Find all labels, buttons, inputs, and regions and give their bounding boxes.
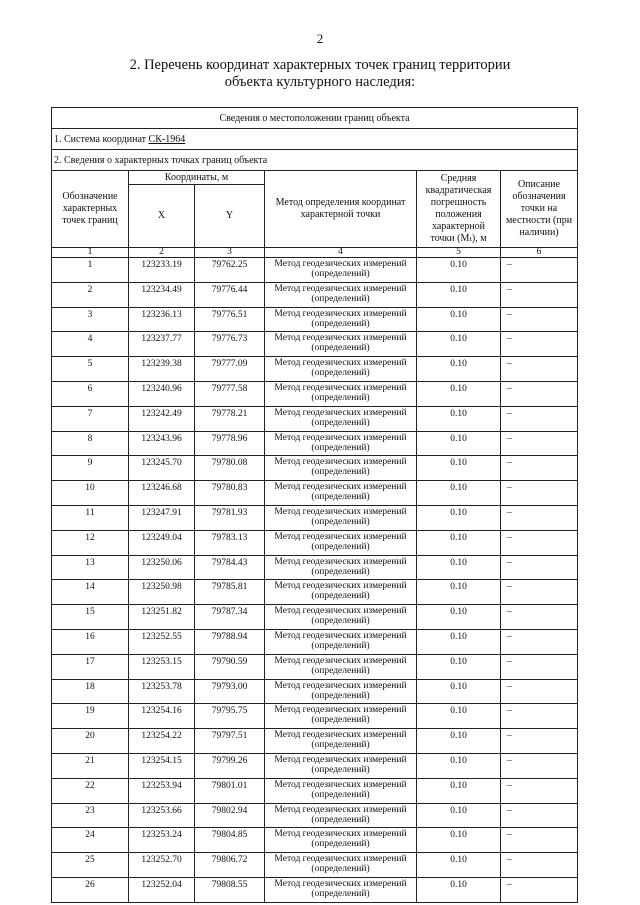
coordinate-x: 123246.68 (129, 481, 195, 506)
table-row (52, 877, 578, 902)
method-cell: Метод геодезических измерений (определений) (265, 481, 417, 506)
table-row (52, 307, 578, 332)
table-row (52, 629, 578, 654)
coordinate-y: 79780.83 (195, 481, 265, 506)
description-cell: – (501, 729, 578, 754)
description-cell: – (501, 753, 578, 778)
table-row (52, 704, 578, 729)
title-line-2: объекта культурного наследия: (224, 74, 416, 90)
coordinate-system-cell (52, 129, 578, 150)
accuracy-cell: 0.10 (417, 381, 501, 406)
table-row (52, 456, 578, 481)
method-cell: Метод геодезических измерений (определений) (265, 555, 417, 580)
point-number: 26 (52, 877, 129, 902)
coordinate-x: 123250.98 (129, 580, 195, 605)
coordinate-y: 79799.26 (195, 753, 265, 778)
method-cell: Метод геодезических измерений (определений) (265, 729, 417, 754)
accuracy-cell: 0.10 (417, 505, 501, 530)
coordinate-y: 79777.58 (195, 381, 265, 406)
coordinate-x: 123249.04 (129, 530, 195, 555)
coordinate-y: 79778.96 (195, 431, 265, 456)
method-cell: Метод геодезических измерений (определений) (265, 456, 417, 481)
table-row (52, 505, 578, 530)
accuracy-cell: 0.10 (417, 778, 501, 803)
accuracy-cell: 0.10 (417, 753, 501, 778)
table-row (52, 778, 578, 803)
accuracy-cell: 0.10 (417, 877, 501, 902)
points-info-heading: 2. Сведения о характерных точках границ объекта (52, 150, 578, 171)
accuracy-cell: 0.10 (417, 580, 501, 605)
table-row (52, 431, 578, 456)
point-number: 7 (52, 406, 129, 431)
description-cell: – (501, 307, 578, 332)
coordinate-y: 79762.25 (195, 258, 265, 283)
table-row (52, 555, 578, 580)
point-number: 1 (52, 258, 129, 283)
accuracy-cell: 0.10 (417, 431, 501, 456)
table-row (52, 853, 578, 878)
accuracy-cell: 0.10 (417, 555, 501, 580)
method-cell: Метод геодезических измерений (определений) (265, 580, 417, 605)
accuracy-cell: 0.10 (417, 729, 501, 754)
accuracy-cell: 0.10 (417, 456, 501, 481)
description-cell: – (501, 282, 578, 307)
coordinate-y: 79776.44 (195, 282, 265, 307)
description-cell: – (501, 555, 578, 580)
table-row (52, 753, 578, 778)
column-number-row (52, 248, 578, 258)
method-cell: Метод геодезических измерений (определений) (265, 530, 417, 555)
point-number: 2 (52, 282, 129, 307)
point-number: 21 (52, 753, 129, 778)
coordinate-x: 123243.96 (129, 431, 195, 456)
coordinate-y: 79801.01 (195, 778, 265, 803)
coordinate-y: 79808.55 (195, 877, 265, 902)
point-number: 15 (52, 605, 129, 630)
accuracy-cell: 0.10 (417, 654, 501, 679)
point-number: 25 (52, 853, 129, 878)
method-cell: Метод геодезических измерений (определений) (265, 332, 417, 357)
table-row (52, 357, 578, 382)
accuracy-cell: 0.10 (417, 679, 501, 704)
accuracy-cell: 0.10 (417, 307, 501, 332)
coordinate-y: 79780.08 (195, 456, 265, 481)
coordinate-y: 79806.72 (195, 853, 265, 878)
accuracy-cell: 0.10 (417, 853, 501, 878)
method-cell: Метод геодезических измерений (определений) (265, 877, 417, 902)
coordinate-y: 79797.51 (195, 729, 265, 754)
coordinate-y: 79804.85 (195, 828, 265, 853)
accuracy-cell: 0.10 (417, 357, 501, 382)
coordinate-y: 79777.09 (195, 357, 265, 382)
column-number: 4 (265, 248, 417, 258)
coordinate-x: 123247.91 (129, 505, 195, 530)
coordinate-system-label: 1. Система координат (54, 133, 149, 145)
method-cell: Метод геодезических измерений (определений) (265, 778, 417, 803)
description-cell: – (501, 431, 578, 456)
description-cell: – (501, 357, 578, 382)
method-cell: Метод геодезических измерений (определений) (265, 605, 417, 630)
description-cell: – (501, 381, 578, 406)
description-cell: – (501, 530, 578, 555)
description-cell: – (501, 456, 578, 481)
coordinate-system-value: СК-1964 (148, 133, 186, 145)
coordinate-x: 123253.66 (129, 803, 195, 828)
description-cell: – (501, 679, 578, 704)
point-number: 16 (52, 629, 129, 654)
method-cell: Метод геодезических измерений (определений) (265, 828, 417, 853)
coordinate-x: 123237.77 (129, 332, 195, 357)
document-title (90, 57, 550, 91)
description-cell: – (501, 853, 578, 878)
accuracy-cell: 0.10 (417, 332, 501, 357)
description-cell: – (501, 704, 578, 729)
header-x: X (129, 185, 195, 248)
coordinate-y: 79784.43 (195, 555, 265, 580)
method-cell: Метод геодезических измерений (определений) (265, 654, 417, 679)
point-number: 6 (52, 381, 129, 406)
point-number: 13 (52, 555, 129, 580)
method-cell: Метод геодезических измерений (определений) (265, 704, 417, 729)
description-cell: – (501, 580, 578, 605)
coordinate-x: 123251.82 (129, 605, 195, 630)
coordinate-x: 123240.96 (129, 381, 195, 406)
column-number: 2 (129, 248, 195, 258)
accuracy-cell: 0.10 (417, 605, 501, 630)
table-row (52, 282, 578, 307)
method-cell: Метод геодезических измерений (определений) (265, 803, 417, 828)
point-number: 24 (52, 828, 129, 853)
table-row (52, 828, 578, 853)
description-cell: – (501, 605, 578, 630)
accuracy-cell: 0.10 (417, 530, 501, 555)
description-cell: – (501, 629, 578, 654)
title-line-1: 2. Перечень координат характерных точек границ территории (129, 57, 511, 73)
point-number: 19 (52, 704, 129, 729)
point-number: 23 (52, 803, 129, 828)
method-cell: Метод геодезических измерений (определений) (265, 381, 417, 406)
coordinate-y: 79776.73 (195, 332, 265, 357)
table-row (52, 654, 578, 679)
coordinate-y: 79790.59 (195, 654, 265, 679)
table-row (52, 580, 578, 605)
coordinate-x: 123234.49 (129, 282, 195, 307)
point-number: 11 (52, 505, 129, 530)
accuracy-cell: 0.10 (417, 828, 501, 853)
description-cell: – (501, 505, 578, 530)
column-number: 6 (501, 248, 578, 258)
coordinate-x: 123245.70 (129, 456, 195, 481)
method-cell: Метод геодезических измерений (определений) (265, 853, 417, 878)
page-number: 2 (316, 31, 324, 46)
coordinate-x: 123233.19 (129, 258, 195, 283)
description-cell: – (501, 406, 578, 431)
method-cell: Метод геодезических измерений (определений) (265, 679, 417, 704)
accuracy-cell: 0.10 (417, 481, 501, 506)
coordinates-table (51, 107, 578, 903)
description-cell: – (501, 654, 578, 679)
accuracy-cell: 0.10 (417, 803, 501, 828)
method-cell: Метод геодезических измерений (определений) (265, 505, 417, 530)
coordinate-y: 79795.75 (195, 704, 265, 729)
point-number: 9 (52, 456, 129, 481)
point-number: 22 (52, 778, 129, 803)
point-number: 12 (52, 530, 129, 555)
method-cell: Метод геодезических измерений (определений) (265, 357, 417, 382)
table-row (52, 679, 578, 704)
coordinate-y: 79802.94 (195, 803, 265, 828)
coordinate-y: 79776.51 (195, 307, 265, 332)
point-number: 20 (52, 729, 129, 754)
coordinate-x: 123242.49 (129, 406, 195, 431)
header-designation: Обозначение характерных точек границ (52, 171, 129, 248)
point-number: 4 (52, 332, 129, 357)
point-number: 14 (52, 580, 129, 605)
coordinate-x: 123239.38 (129, 357, 195, 382)
point-number: 5 (52, 357, 129, 382)
header-accuracy: Средняя квадратическая погрешность положения характерной точки (Mₜ), м (417, 171, 501, 248)
column-number: 1 (52, 248, 129, 258)
method-cell: Метод геодезических измерений (определений) (265, 629, 417, 654)
table-row (52, 481, 578, 506)
coordinate-x: 123252.55 (129, 629, 195, 654)
description-cell: – (501, 877, 578, 902)
method-cell: Метод геодезических измерений (определений) (265, 406, 417, 431)
method-cell: Метод геодезических измерений (определений) (265, 753, 417, 778)
coordinate-x: 123254.16 (129, 704, 195, 729)
point-number: 10 (52, 481, 129, 506)
header-y: Y (195, 185, 265, 248)
coordinate-x: 123254.22 (129, 729, 195, 754)
table-row (52, 381, 578, 406)
coordinate-x: 123254.15 (129, 753, 195, 778)
coordinate-y: 79781.93 (195, 505, 265, 530)
accuracy-cell: 0.10 (417, 258, 501, 283)
column-number: 3 (195, 248, 265, 258)
coordinate-x: 123253.94 (129, 778, 195, 803)
description-cell: – (501, 778, 578, 803)
point-number: 18 (52, 679, 129, 704)
point-number: 8 (52, 431, 129, 456)
table-row (52, 729, 578, 754)
description-cell: – (501, 332, 578, 357)
description-cell: – (501, 803, 578, 828)
table-row (52, 605, 578, 630)
point-number: 3 (52, 307, 129, 332)
table-row (52, 258, 578, 283)
coordinate-x: 123252.70 (129, 853, 195, 878)
accuracy-cell: 0.10 (417, 629, 501, 654)
coordinate-y: 79787.34 (195, 605, 265, 630)
accuracy-cell: 0.10 (417, 704, 501, 729)
table-row (52, 406, 578, 431)
method-cell: Метод геодезических измерений (определений) (265, 282, 417, 307)
coordinate-x: 123253.15 (129, 654, 195, 679)
coordinate-y: 79788.94 (195, 629, 265, 654)
coordinate-x: 123253.24 (129, 828, 195, 853)
coordinate-y: 79793.00 (195, 679, 265, 704)
table-row (52, 332, 578, 357)
column-number: 5 (417, 248, 501, 258)
header-description: Описание обозначения точки на местности (при наличии) (501, 171, 578, 248)
description-cell: – (501, 258, 578, 283)
table-row (52, 803, 578, 828)
table-row (52, 530, 578, 555)
coordinate-y: 79778.21 (195, 406, 265, 431)
description-cell: – (501, 828, 578, 853)
coordinate-x: 123253.78 (129, 679, 195, 704)
method-cell: Метод геодезических измерений (определений) (265, 307, 417, 332)
point-number: 17 (52, 654, 129, 679)
coordinate-y: 79785.81 (195, 580, 265, 605)
table-banner: Сведения о местоположении границ объекта (52, 108, 578, 129)
accuracy-cell: 0.10 (417, 282, 501, 307)
header-method: Метод определения координат характерной точки (265, 171, 417, 248)
method-cell: Метод геодезических измерений (определений) (265, 431, 417, 456)
coordinate-x: 123250.06 (129, 555, 195, 580)
coordinate-x: 123252.04 (129, 877, 195, 902)
method-cell: Метод геодезических измерений (определений) (265, 258, 417, 283)
header-coordinates: Координаты, м (129, 171, 265, 185)
description-cell: – (501, 481, 578, 506)
coordinate-y: 79783.13 (195, 530, 265, 555)
coordinate-x: 123236.13 (129, 307, 195, 332)
accuracy-cell: 0.10 (417, 406, 501, 431)
